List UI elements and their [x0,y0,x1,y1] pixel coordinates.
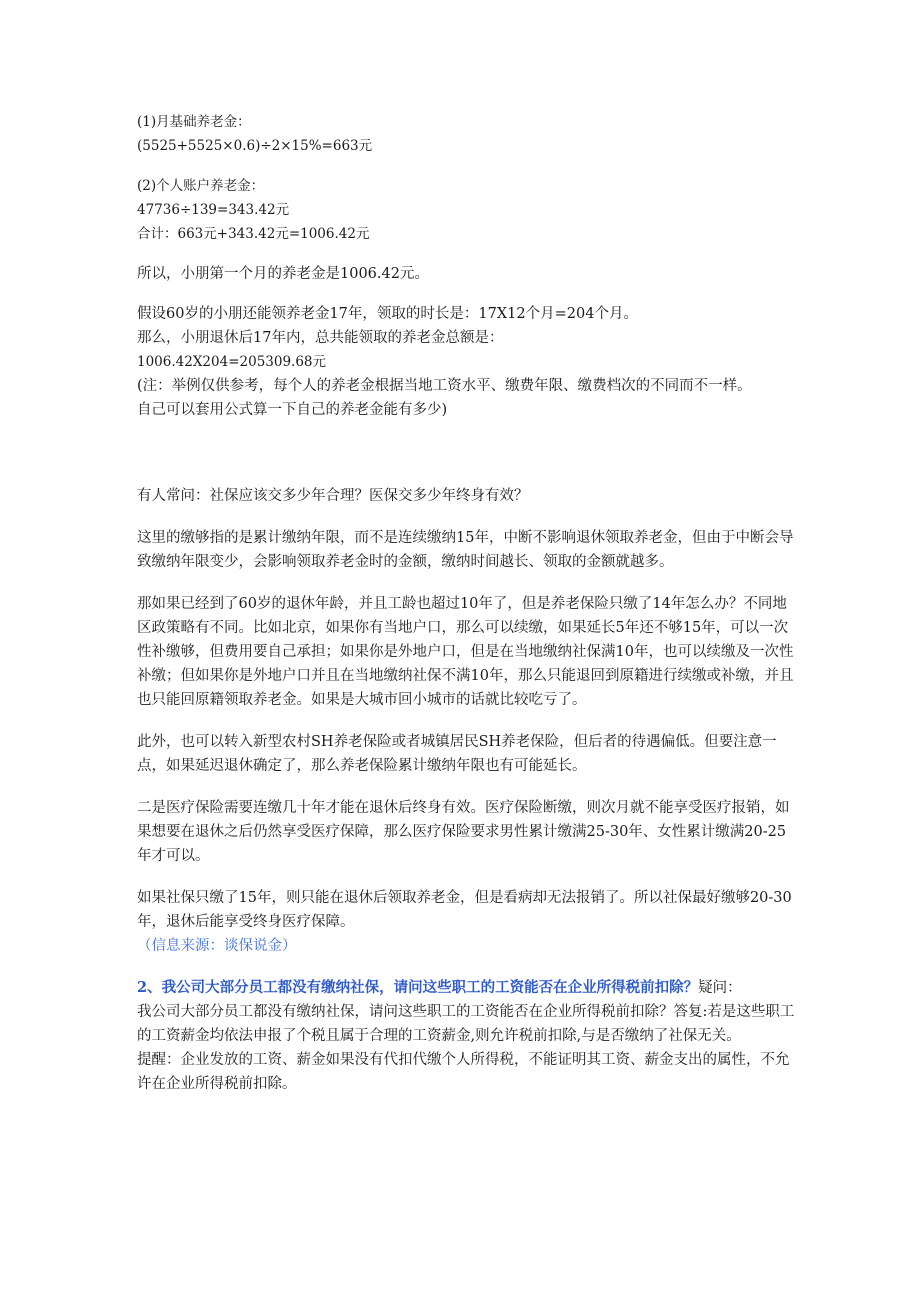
item2-heading-tail: 疑问： [698,980,742,996]
spacer [137,246,797,262]
spacer [137,712,797,730]
section2-line2: 47736÷139=343.42元 [137,202,290,218]
qa-para1: 这里的缴够指的是累计缴纳年限，而不是连续缴纳15年，中断不影响退休领取养老金，但由于中断会导致缴纳年限变少，会影响领取养老金时的金额，缴纳时间越长、领取的金额就越多。 [137,530,794,570]
qa-para3: 此外，也可以转入新型农村SH养老保险或者城镇居民SH养老保险，但后者的待遇偏低。但要注意一点，如果延迟退休确定了，那么养老保险累计缴纳年限也有可能延长。 [137,734,777,774]
assume-line3: 1006.42X204=205309.68元 [137,354,327,370]
assume-note2: 自己可以套用公式算一下自己的养老金能有多少) [137,402,448,418]
assume-line1: 假设60岁的小朋还能领养老金17年，领取的时长是：17X12个月=204个月。 [137,306,638,322]
qa-question: 有人常问：社保应该交多少年合理？医保交多少年终身有效？ [137,488,529,504]
item2-body: 我公司大部分员工都没有缴纳社保，请问这些职工的工资能否在企业所得税前扣除？答复:若是这些职工的工资薪金均依法申报了个税且属于合理的工资薪金,则允许税前扣除,与是否缴纳了社保无关。 [137,1004,795,1044]
document-body [137,110,797,1096]
source-note: （信息来源：谈保说金） [137,938,297,954]
qa-para4: 二是医疗保险需要连缴几十年才能在退休后终身有效。医疗保险断缴，则次月就不能享受医疗报销，如果想要在退休之后仍然享受医疗保障，那么医疗保险要求男性累计缴满25-30年、女性累计缴满20-25年才可以。 [137,800,790,864]
spacer [137,868,797,886]
section1-line1: (1)月基础养老金： [137,114,251,130]
spacer [137,958,797,976]
qa-para2: 那如果已经到了60岁的退休年龄，并且工龄也超过10年了，但是养老保险只缴了14年怎么办？不同地区政策略有不同。比如北京，如果你有当地户口，那么可以续缴，如果延长5年还不够15年，可以一次性补缴够，但费用要自己承担；如果你是外地户口，但是在当地缴纳社保满10年，也可以续缴及一次性补缴；但如果你是外地户口并且在当地缴纳社保不满10年，那么只能退回到原籍进行续缴或补缴，并且也只能回原籍领取养老金。如果是大城市回小城市的话就比较吃亏了。 [137,596,794,708]
spacer [137,508,797,526]
assume-note1: (注：举例仅供参考，每个人的养老金根据当地工资水平、缴费年限、缴费档次的不同而不一样。 [137,378,752,394]
spacer [137,158,797,174]
spacer [137,778,797,796]
section2-line1: (2)个人账户养老金： [137,178,265,194]
section1-line2: (5525+5525×0.6)÷2×15%=663元 [137,138,373,154]
qa-para5: 如果社保只缴了15年，则只能在退休后领取养老金，但是看病却无法报销了。所以社保最好缴够20-30年，退休后能享受终身医疗保障。 [137,890,792,930]
item2-reminder: 提醒：企业发放的工资、薪金如果没有代扣代缴个人所得税，不能证明其工资、薪金支出的属性，不允许在企业所得税前扣除。 [137,1052,790,1092]
item2-heading: 2、我公司大部分员工都没有缴纳社保，请问这些职工的工资能否在企业所得税前扣除？ [137,979,699,996]
spacer [137,574,797,592]
assume-line2: 那么，小朋退休后17年内，总共能领取的养老金总额是： [137,330,504,346]
section2-line3: 合计：663元+343.42元=1006.42元 [137,226,370,242]
spacer [137,422,797,484]
conclusion-paragraph: 所以，小朋第一个月的养老金是1006.42元。 [137,266,429,282]
item2-heading-line [137,976,797,1000]
spacer [137,286,797,302]
